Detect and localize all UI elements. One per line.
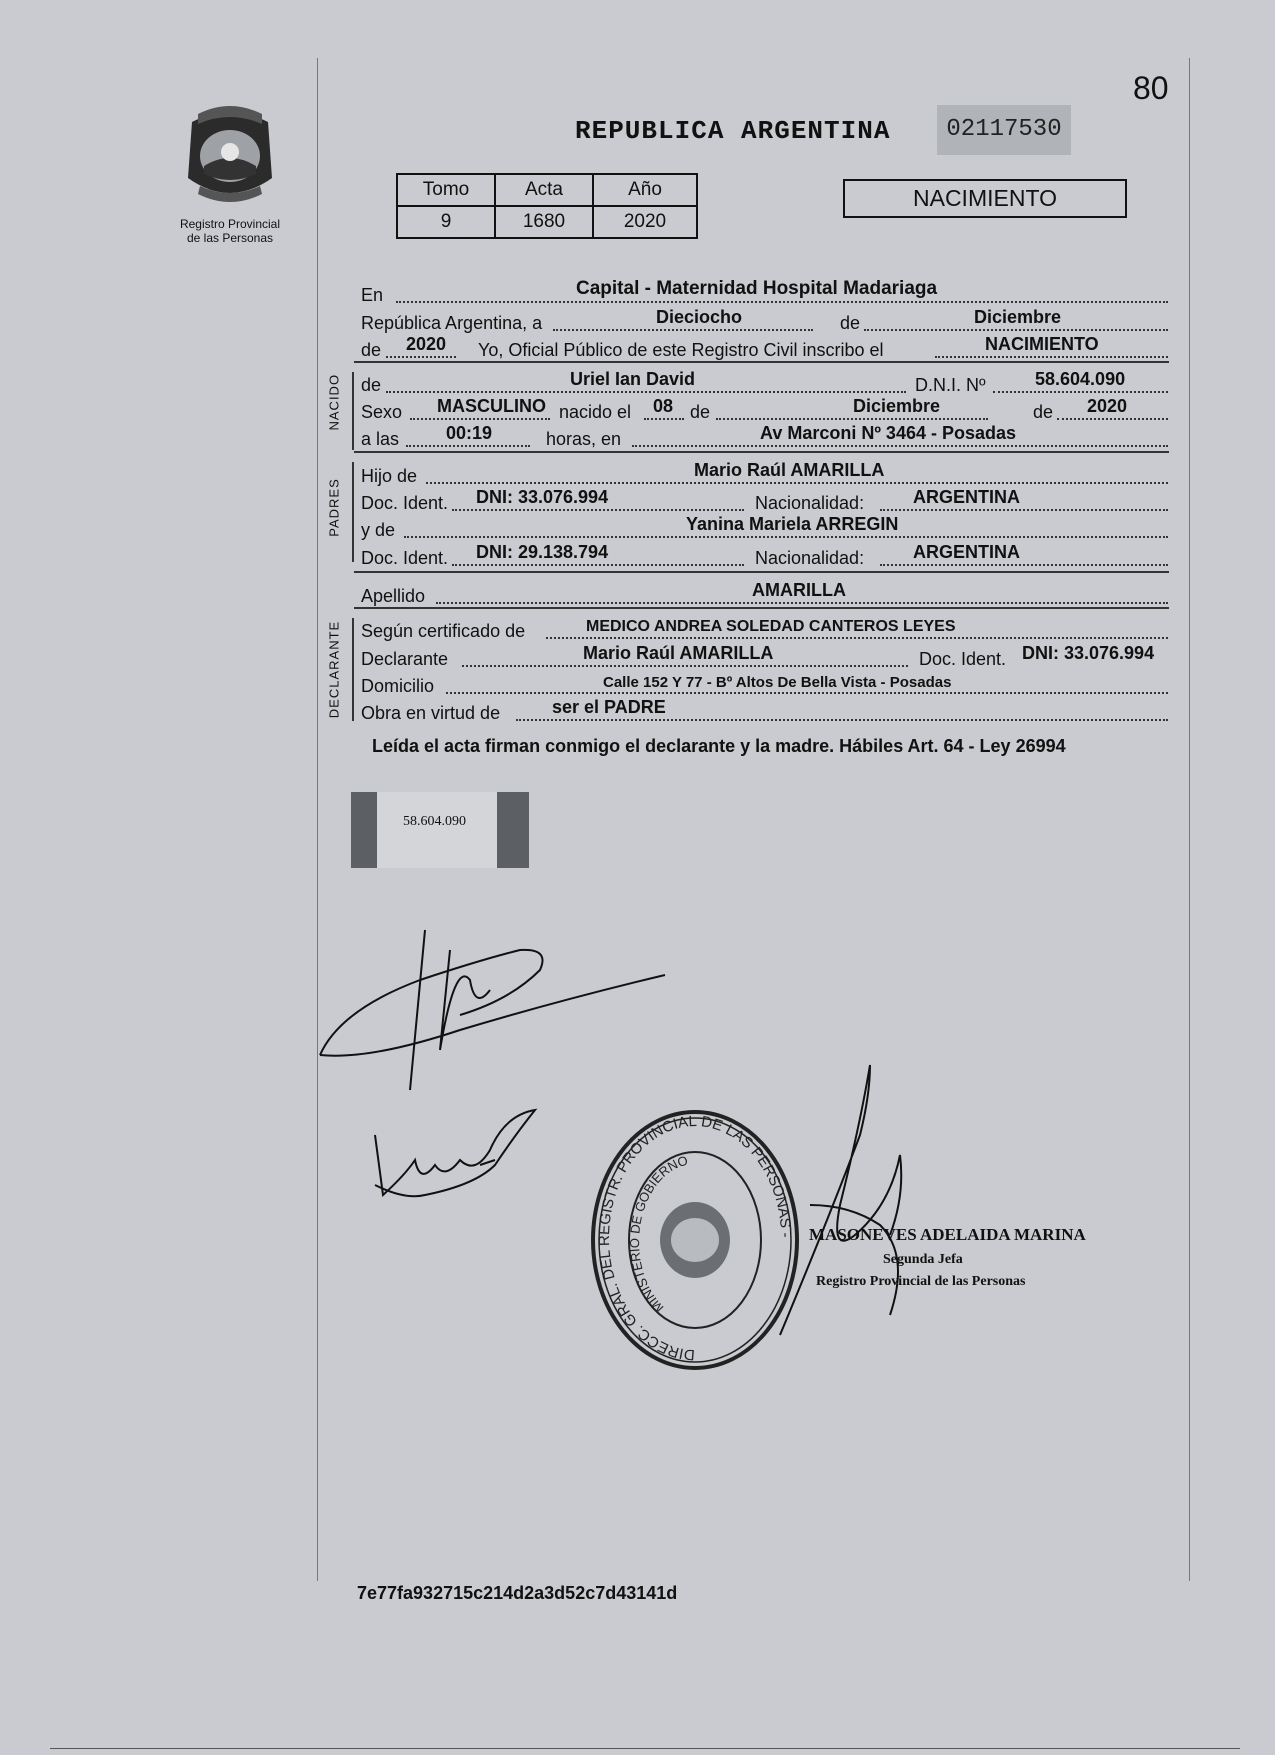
label-doc-2: Doc. Ident. xyxy=(361,548,449,568)
year-value: 2020 xyxy=(406,334,447,354)
inscribed-value: NACIMIENTO xyxy=(985,334,1099,354)
table-value-ano: 2020 xyxy=(593,206,697,238)
declarante-name: Mario Raúl AMARILLA xyxy=(583,643,774,663)
child-name: Uriel Ian David xyxy=(570,369,696,389)
nacido-row-time xyxy=(360,423,1168,450)
closing-note: Leída el acta firman conmigo el declarante y la madre. Hábiles Art. 64 - Ley 26994 xyxy=(372,736,1066,756)
label-doc-1: Doc. Ident. xyxy=(361,493,449,513)
label-yde: y de xyxy=(361,520,396,540)
father-nationality: ARGENTINA xyxy=(913,487,1020,507)
label-de-2: de xyxy=(361,340,382,360)
table-header-tomo: Tomo xyxy=(397,174,495,206)
decl-row-obra xyxy=(360,697,1168,724)
decl-row-cert xyxy=(360,618,1168,642)
official-title: Segunda Jefa xyxy=(883,1252,963,1267)
id-badge xyxy=(351,792,529,868)
section-declarante: DECLARANTE xyxy=(326,620,342,719)
label-dni: D.N.I. Nº xyxy=(915,375,986,395)
mother-nationality: ARGENTINA xyxy=(913,542,1020,562)
record-type-box: NACIMIENTO xyxy=(843,179,1127,218)
signature-official xyxy=(770,1055,980,1345)
label-en: En xyxy=(361,285,384,305)
padres-row-mother xyxy=(360,514,1168,541)
registry-label-line1: Registro Provincial xyxy=(179,217,281,231)
domicilio-value: Calle 152 Y 77 - Bº Altos De Bella Vista - Posadas xyxy=(603,674,952,691)
badge-left-stripe xyxy=(351,792,377,868)
stamp-ring-text: DIRECC. GRAL. DEL REGISTR. PROVINCIAL DE LAS PERSONAS - xyxy=(595,1112,795,1364)
label-nac-2: Nacionalidad: xyxy=(755,548,865,568)
intro-row-date xyxy=(360,307,1168,334)
label-yo: Yo, Oficial Público de este Registro Civil inscribo el xyxy=(478,340,884,360)
section-nacido: NACIDO xyxy=(326,373,342,431)
apellido-value: AMARILLA xyxy=(752,580,846,600)
table-header-ano: Año xyxy=(593,174,697,206)
right-margin-line xyxy=(1189,58,1190,1581)
nacido-row-sex xyxy=(360,396,1168,423)
month-value: Diciembre xyxy=(974,307,1062,327)
mother-name: Yanina Mariela ARREGIN xyxy=(686,514,899,534)
father-doc: DNI: 33.076.994 xyxy=(476,487,609,507)
document-title: REPUBLICA ARGENTINA xyxy=(575,116,891,146)
label-declarante: Declarante xyxy=(361,649,449,669)
table-header-acta: Acta xyxy=(495,174,593,206)
label-doc-3: Doc. Ident. xyxy=(919,649,1007,669)
label-apellido: Apellido xyxy=(361,586,426,606)
signature-declarante xyxy=(310,920,690,1100)
padres-row-father-doc xyxy=(360,487,1168,514)
label-de-5: de xyxy=(1033,402,1054,422)
decl-row-declarante xyxy=(360,643,1168,670)
serial-number: 02117530 xyxy=(937,105,1071,155)
birth-month: Diciembre xyxy=(853,396,941,416)
label-rep: República Argentina, a xyxy=(361,313,543,333)
label-hijo: Hijo de xyxy=(361,466,418,486)
father-name: Mario Raúl AMARILLA xyxy=(694,460,885,480)
intro-row-place xyxy=(360,278,1168,306)
badge-right-stripe xyxy=(497,792,529,868)
label-nacido: nacido el xyxy=(559,402,632,422)
apellido-row xyxy=(360,580,1168,607)
misiones-seal-icon xyxy=(178,100,282,210)
day-value: Dieciocho xyxy=(656,307,743,327)
child-dni: 58.604.090 xyxy=(1035,369,1126,389)
signature-madre xyxy=(365,1105,555,1215)
label-domicilio: Domicilio xyxy=(361,676,435,696)
place-value: Capital - Maternidad Hospital Madariaga xyxy=(576,278,938,299)
label-obra: Obra en virtud de xyxy=(361,703,501,723)
sex-value: MASCULINO xyxy=(437,396,546,416)
section-padres: PADRES xyxy=(326,478,342,537)
declarante-doc: DNI: 33.076.994 xyxy=(1022,643,1155,663)
label-cert: Según certificado de xyxy=(361,621,526,641)
label-nac-1: Nacionalidad: xyxy=(755,493,865,513)
table-value-acta: 1680 xyxy=(495,206,593,238)
stamp-inner-text: MINISTERIO DE GOBIERNO xyxy=(627,1152,690,1316)
birth-day: 08 xyxy=(653,396,674,416)
province-logo xyxy=(178,100,282,210)
label-de-3: de xyxy=(361,375,382,395)
label-de-1: de xyxy=(840,313,861,333)
record-table xyxy=(396,173,698,239)
official-org: Registro Provincial de las Personas xyxy=(816,1274,1026,1289)
page-number: 80 xyxy=(1133,70,1169,106)
padres-row-father xyxy=(360,460,1168,487)
registry-label-line2: de las Personas xyxy=(186,231,274,245)
badge-number: 58.604.090 xyxy=(403,814,466,829)
birth-time: 00:19 xyxy=(446,423,493,443)
left-margin-line xyxy=(317,58,318,1581)
bottom-edge xyxy=(50,1748,1240,1749)
intro-row-year xyxy=(360,334,1168,361)
birth-address: Av Marconi Nº 3464 - Posadas xyxy=(760,423,1017,443)
mother-doc: DNI: 29.138.794 xyxy=(476,542,609,562)
birth-year: 2020 xyxy=(1087,396,1128,416)
nacido-row-name xyxy=(360,369,1168,396)
label-alas: a las xyxy=(361,429,400,449)
official-name: MASONEVES ADELAIDA MARINA xyxy=(809,1225,1086,1244)
cert-value: MEDICO ANDREA SOLEDAD CANTEROS LEYES xyxy=(586,618,956,635)
label-de-4: de xyxy=(690,402,711,422)
label-sexo: Sexo xyxy=(361,402,403,422)
document-hash: 7e77fa932715c214d2a3d52c7d43141d xyxy=(357,1583,678,1603)
table-value-tomo: 9 xyxy=(397,206,495,238)
decl-row-domicilio xyxy=(360,673,1168,697)
label-horas: horas, en xyxy=(546,429,622,449)
obra-value: ser el PADRE xyxy=(552,697,666,717)
registry-label xyxy=(160,217,300,245)
padres-row-mother-doc xyxy=(360,542,1168,569)
